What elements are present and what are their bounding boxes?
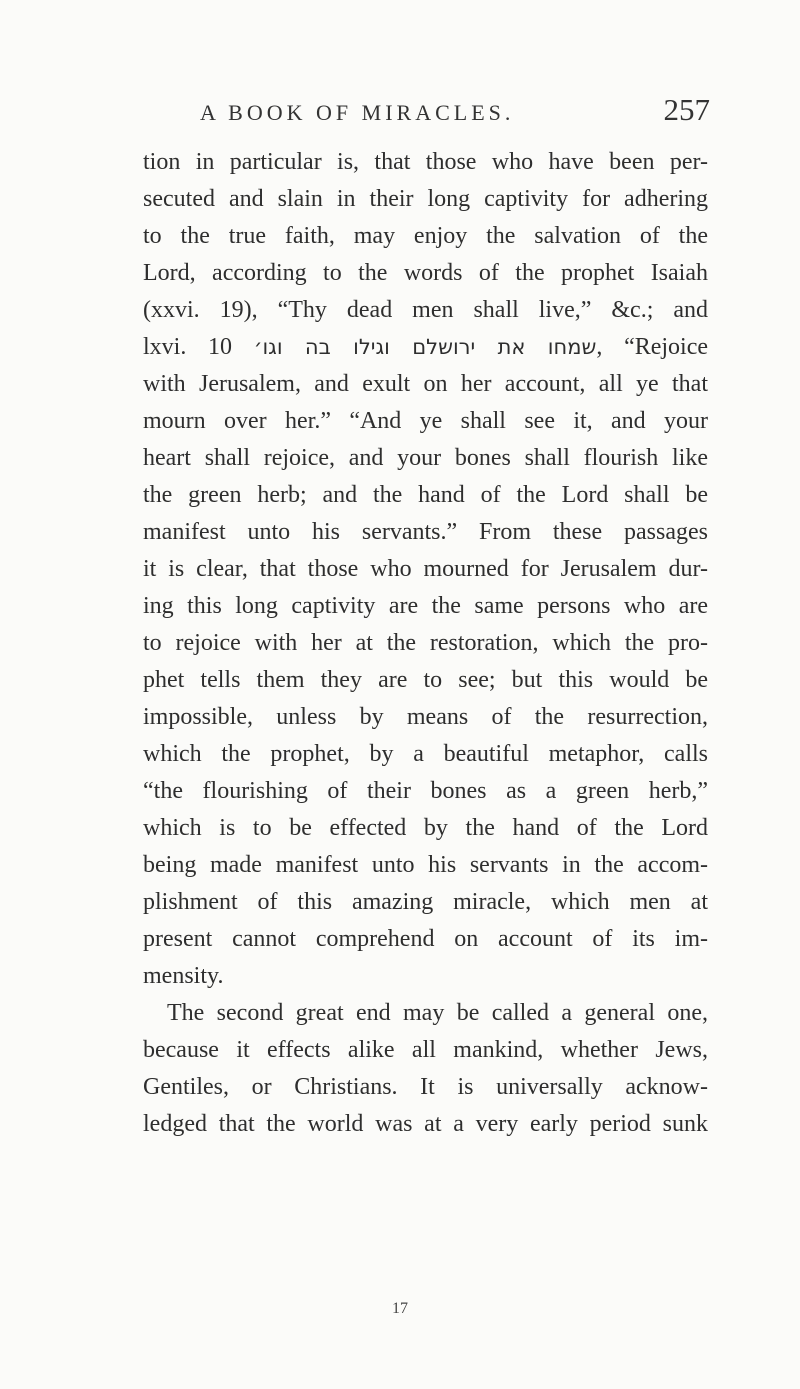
text-line: the green herb; and the hand of the Lord shall be xyxy=(143,482,708,508)
quote-tail: “Rejoice xyxy=(624,334,709,360)
text-line: secuted and slain in their long captivity for adhering xyxy=(143,186,708,212)
text-line: it is clear, that those who mourned for Jerusalem dur- xyxy=(143,556,708,582)
text-line: because it effects alike all mankind, whether Jews, xyxy=(143,1037,708,1063)
text-line: Gentiles, or Christians. It is universally acknow- xyxy=(143,1074,708,1100)
text-line: heart shall rejoice, and your bones shall flourish like xyxy=(143,445,708,471)
text-line: ing this long captivity are the same persons who are xyxy=(143,593,708,619)
text-line-paragraph-end: mensity. xyxy=(143,963,224,989)
text-line: phet tells them they are to see; but this would be xyxy=(143,667,708,693)
text-line-with-hebrew: lxvi. 10 שמחו את ירושלם וגילו בה וגו׳, “Rejoice xyxy=(143,334,709,360)
text-line: which the prophet, by a beautiful metaphor, calls xyxy=(143,741,708,767)
text-line-paragraph-start: The second great end may be called a general one, xyxy=(167,1000,708,1026)
text-line: Lord, according to the words of the prophet Isaiah xyxy=(143,260,708,286)
signature-mark: 17 xyxy=(392,1300,408,1317)
verse-reference: lxvi. 10 xyxy=(143,334,233,360)
text-line: (xxvi. 19), “Thy dead men shall live,” &c.; and xyxy=(143,297,708,323)
text-line: being made manifest unto his servants in the accom- xyxy=(143,852,708,878)
text-line: ledged that the world was at a very early period sunk xyxy=(143,1111,708,1137)
page-number: 257 xyxy=(663,92,710,127)
body-text xyxy=(143,144,708,1143)
running-head xyxy=(0,92,800,132)
text-line: to the true faith, may enjoy the salvation of the xyxy=(143,223,708,249)
text-line: “the flourishing of their bones as a green herb,” xyxy=(143,778,708,804)
text-line: plishment of this amazing miracle, which men at xyxy=(143,889,708,915)
text-line: impossible, unless by means of the resurrection, xyxy=(143,704,708,730)
hebrew-quote: שמחו את ירושלם וגילו בה וגו׳ xyxy=(253,335,597,359)
text-line: with Jerusalem, and exult on her account, all ye that xyxy=(143,371,708,397)
text-line: which is to be effected by the hand of the Lord xyxy=(143,815,708,841)
text-line: mourn over her.” “And ye shall see it, and your xyxy=(143,408,708,434)
running-title: A BOOK OF MIRACLES. xyxy=(200,100,515,125)
text-line: tion in particular is, that those who have been per- xyxy=(143,149,708,175)
text-line: manifest unto his servants.” From these passages xyxy=(143,519,708,545)
text-line: present cannot comprehend on account of its im- xyxy=(143,926,708,952)
text-line: to rejoice with her at the restoration, which the pro- xyxy=(143,630,708,656)
